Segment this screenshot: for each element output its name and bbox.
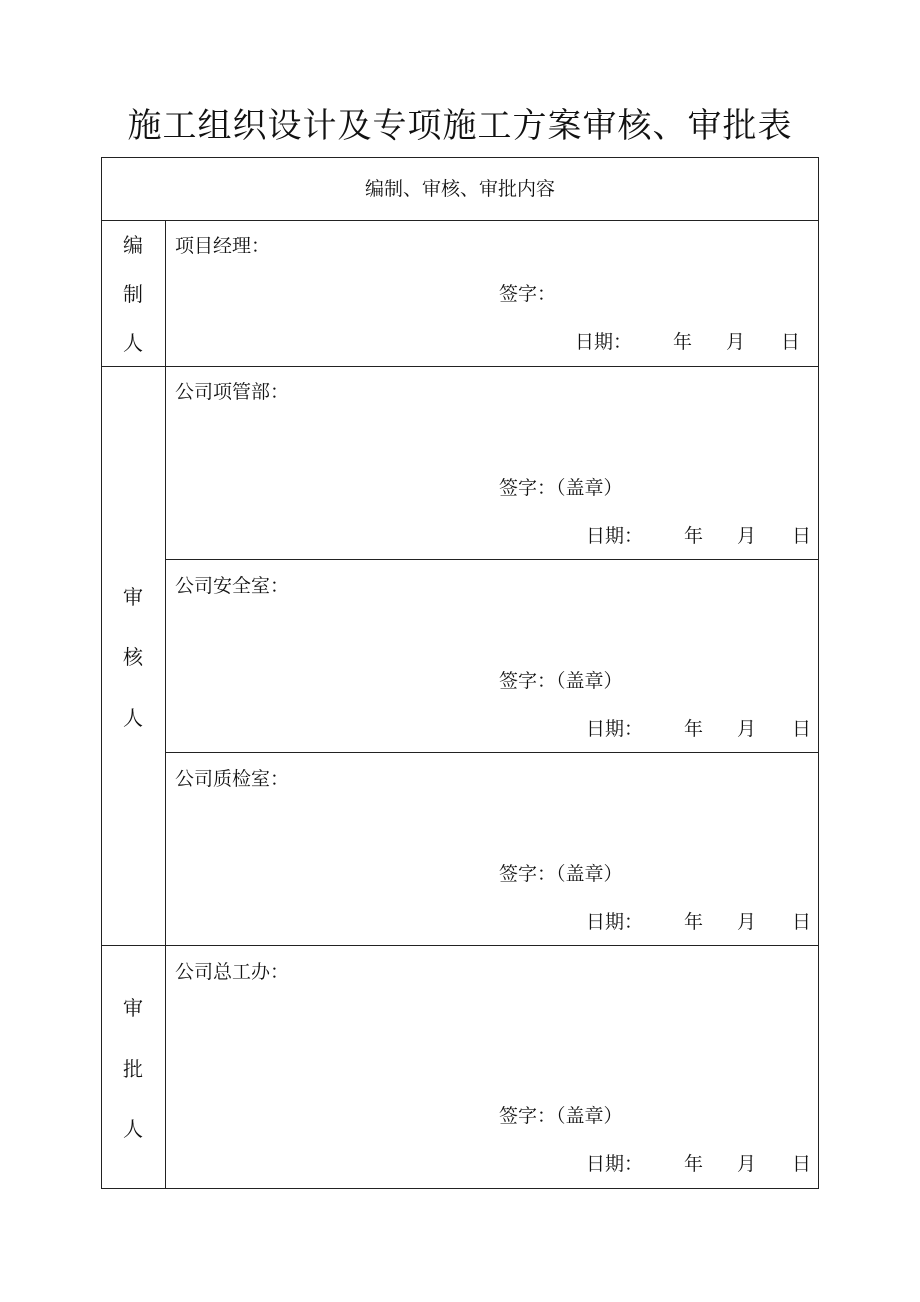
signature-field[interactable]: 签字：（盖章） [499,670,623,692]
section-label-author-1: 编 [123,233,143,257]
date-label: 日期： [586,1153,644,1175]
section-label-review-2: 核 [123,645,143,669]
date-year[interactable]: 年 [684,525,704,547]
date-day[interactable]: 日 [792,718,812,740]
date-month[interactable]: 月 [737,911,757,933]
date-day[interactable]: 日 [781,331,801,353]
date-month[interactable]: 月 [726,331,746,353]
role-label: 公司质检室： [175,768,290,790]
date-day[interactable]: 日 [792,525,812,547]
signature-field[interactable]: 签字：（盖章） [499,477,623,499]
role-label: 项目经理： [175,235,271,257]
section-label-author-3: 人 [123,331,143,355]
form-title: 施工组织设计及专项施工方案审核、审批表 [127,106,793,146]
date-day[interactable]: 日 [792,1153,812,1175]
section-label-approve-2: 批 [123,1057,143,1081]
date-year[interactable]: 年 [684,911,704,933]
signature-field[interactable]: 签字：（盖章） [499,1105,623,1127]
role-label: 公司总工办： [175,961,290,983]
date-year[interactable]: 年 [673,331,693,353]
table-header: 编制、审核、审批内容 [364,178,555,200]
approval-table [101,157,819,1189]
signature-field[interactable]: 签字：（盖章） [499,863,623,885]
date-month[interactable]: 月 [737,1153,757,1175]
date-year[interactable]: 年 [684,718,704,740]
signature-field[interactable]: 签字： [499,283,557,305]
date-day[interactable]: 日 [792,911,812,933]
date-label: 日期： [586,718,644,740]
date-month[interactable]: 月 [737,525,757,547]
table-rule [165,559,819,560]
date-label: 日期： [586,911,644,933]
section-label-approve-1: 审 [123,996,143,1020]
table-column-divider [165,220,166,1189]
table-rule [165,752,819,753]
section-label-approve-3: 人 [123,1117,143,1141]
section-label-author-2: 制 [123,282,143,306]
date-month[interactable]: 月 [737,718,757,740]
date-year[interactable]: 年 [684,1153,704,1175]
table-rule [101,366,819,367]
role-label: 公司安全室： [175,575,290,597]
date-label: 日期： [575,331,633,353]
date-label: 日期： [586,525,644,547]
table-rule [101,220,819,221]
role-label: 公司项管部： [175,381,290,403]
section-label-review-1: 审 [123,585,143,609]
section-label-review-3: 人 [123,706,143,730]
table-rule [101,945,819,946]
